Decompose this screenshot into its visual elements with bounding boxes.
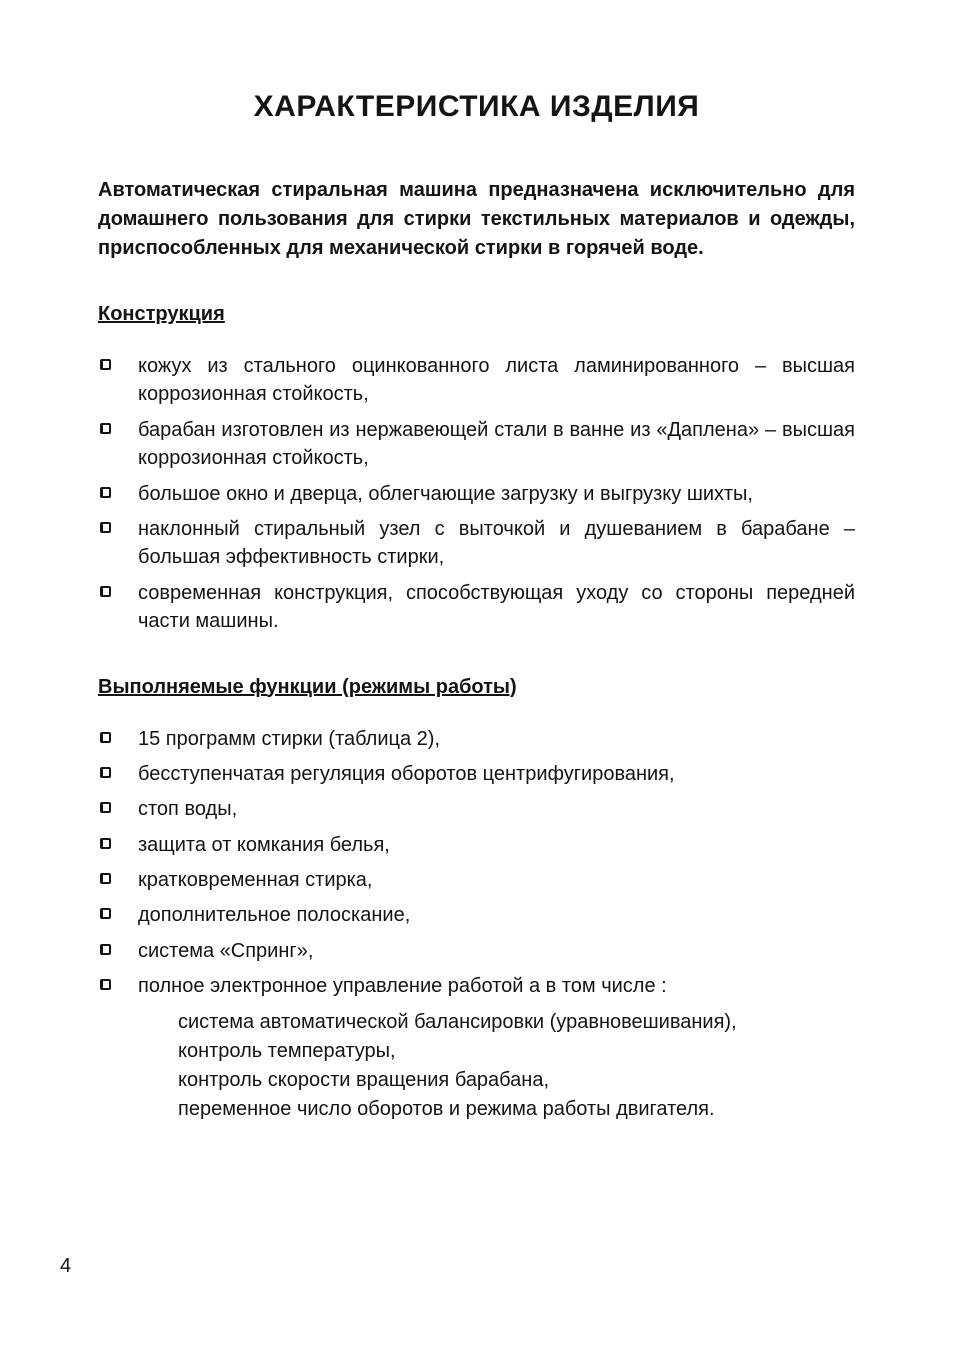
checkbox-bullet-icon bbox=[100, 838, 111, 849]
list-item-text: система «Спринг», bbox=[138, 939, 314, 962]
list-item-text: современная конструкция, способствующая уходу со стороны передней части машины. bbox=[138, 581, 855, 633]
list-item bbox=[98, 352, 855, 409]
list-item bbox=[98, 866, 855, 894]
list-item bbox=[98, 416, 855, 473]
list-item bbox=[98, 760, 855, 788]
list-item bbox=[98, 831, 855, 859]
checkbox-bullet-icon bbox=[100, 732, 111, 743]
checkbox-bullet-icon bbox=[100, 873, 111, 884]
list-item-text: кожух из стального оцинкованного листа ламинированного – высшая коррозионная стойкость, bbox=[138, 355, 855, 406]
sub-list-item: переменное число оборотов и режима работы двигателя. bbox=[178, 1097, 715, 1120]
section-heading-construction: Конструкция bbox=[98, 303, 225, 325]
page-title: ХАРАКТЕРИСТИКА ИЗДЕЛИЯ bbox=[253, 90, 700, 123]
checkbox-bullet-icon bbox=[100, 487, 111, 498]
list-item bbox=[98, 937, 855, 965]
list-item-text: большое окно и дверца, облегчающие загрузку и выгрузку шихты, bbox=[138, 482, 753, 505]
list-item-text: полное электронное управление работой а в том числе : bbox=[138, 975, 667, 998]
section-heading-functions: Выполняемые функции (режимы работы) bbox=[98, 675, 517, 698]
page-content bbox=[98, 0, 855, 1124]
checkbox-bullet-icon bbox=[100, 908, 111, 919]
list-item-text: дополнительное полоскание, bbox=[138, 904, 411, 927]
list-item-text: 15 программ стирки (таблица 2), bbox=[138, 727, 441, 750]
sub-list-item: контроль скорости вращения барабана, bbox=[178, 1068, 550, 1091]
list-item-text: защита от комкания белья, bbox=[138, 833, 390, 856]
construction-list bbox=[98, 352, 855, 636]
functions-list bbox=[98, 725, 855, 1001]
list-item-text: стоп воды, bbox=[138, 798, 238, 821]
list-item-text: барабан изготовлен из нержавеющей стали в ванне из «Даплена» – высшая коррозионная стойкость, bbox=[138, 418, 855, 470]
sub-list-item: контроль температуры, bbox=[178, 1039, 396, 1062]
checkbox-bullet-icon bbox=[100, 944, 111, 955]
list-item bbox=[98, 480, 855, 508]
checkbox-bullet-icon bbox=[100, 767, 111, 778]
list-item-text: бесступенчатая регуляция оборотов центрифугирования, bbox=[138, 762, 675, 785]
list-item bbox=[98, 795, 855, 823]
checkbox-bullet-icon bbox=[100, 423, 111, 434]
list-item bbox=[98, 725, 855, 753]
checkbox-bullet-icon bbox=[100, 802, 111, 813]
page-number: 4 bbox=[60, 1255, 72, 1277]
list-item bbox=[98, 579, 855, 636]
list-item-text: наклонный стиральный узел с выточкой и душеванием в барабане – большая эффективность стирки, bbox=[138, 517, 855, 569]
electronic-control-sublist bbox=[98, 1008, 855, 1124]
checkbox-bullet-icon bbox=[100, 359, 111, 370]
intro-paragraph: Автоматическая стиральная машина предназначена исключительно для домашнего пользования для стирки текстильных материалов и одежды, приспособленных для механической стирки в горячей воде. bbox=[98, 179, 855, 259]
checkbox-bullet-icon bbox=[100, 586, 111, 597]
checkbox-bullet-icon bbox=[100, 979, 111, 990]
list-item-text: кратковременная стирка, bbox=[138, 869, 373, 892]
list-item bbox=[98, 901, 855, 929]
list-item bbox=[98, 972, 855, 1000]
list-item bbox=[98, 515, 855, 572]
checkbox-bullet-icon bbox=[100, 522, 111, 533]
sub-list-item: система автоматической балансировки (уравновешивания), bbox=[178, 1010, 737, 1033]
